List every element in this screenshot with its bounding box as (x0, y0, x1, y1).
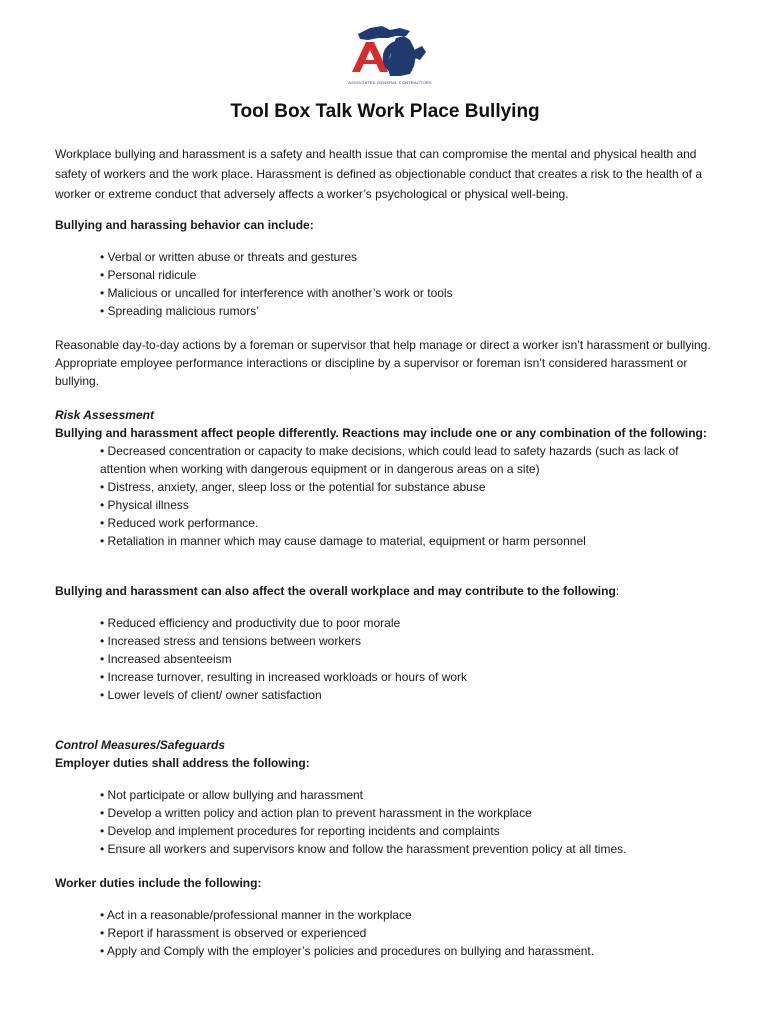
list-item: • Lower levels of client/ owner satisfaction (100, 688, 322, 702)
list-item: • Not participate or allow bullying and harassment (100, 788, 364, 802)
agc-logo (344, 22, 436, 86)
page-title: Tool Box Talk Work Place Bullying (230, 101, 540, 122)
michigan-logo-icon (344, 22, 436, 80)
workplace-list (55, 614, 720, 704)
list-item: • Increased stress and tensions between workers (100, 634, 361, 648)
list-item: • Develop and implement procedures for reporting incidents and complaints (100, 824, 500, 838)
workplace-heading-colon: : (615, 584, 620, 598)
list-item: • Personal ridicule (100, 268, 197, 282)
employer-duties-heading: Employer duties shall address the following: (55, 756, 310, 770)
list-item: • Reduced efficiency and productivity due to poor morale (100, 616, 401, 630)
list-item: • Decreased concentration or capacity to make decisions, which could lead to safety hazards (such as lack of attention when working with dangerous equipment or in dangerous areas on a site) (100, 444, 679, 476)
list-item: • Reduced work performance. (100, 516, 259, 530)
list-item: • Increase turnover, resulting in increased workloads or hours of work (100, 670, 468, 684)
list-item: • Develop a written policy and action plan to prevent harassment in the workplace (100, 806, 532, 820)
worker-duties-list (55, 906, 720, 960)
risk-subheading: Bullying and harassment affect people differently. Reactions may include one or any combination of the following: (55, 426, 707, 440)
list-item: • Distress, anxiety, anger, sleep loss or the potential for substance abuse (100, 480, 486, 494)
behavior-list (55, 248, 720, 320)
logo-caption: ASSOCIATED GENERAL CONTRACTORS (348, 80, 432, 85)
workplace-heading-text: Bullying and harassment can also affect the overall workplace and may contribute to the following (55, 584, 616, 598)
risk-list (55, 442, 720, 550)
list-item: • Physical illness (100, 498, 189, 512)
list-item: • Spreading malicious rumors’ (100, 304, 259, 318)
list-item: • Retaliation in manner which may cause damage to material, equipment or harm personnel (100, 534, 586, 548)
list-item: • Verbal or written abuse or threats and gestures (100, 250, 358, 264)
risk-assessment-heading: Risk Assessment (55, 408, 154, 422)
employer-duties-list (55, 786, 720, 858)
list-item: • Increased absenteeism (100, 652, 232, 666)
list-item: • Malicious or uncalled for interference with another’s work or tools (100, 286, 453, 300)
list-item: • Act in a reasonable/professional manner in the workplace (100, 908, 412, 922)
worker-duties-heading: Worker duties include the following: (55, 876, 262, 890)
workplace-heading (55, 582, 720, 600)
list-item: • Ensure all workers and supervisors know and follow the harassment prevention policy at all times. (100, 842, 627, 856)
document-body (55, 144, 720, 960)
control-measures-heading: Control Measures/Safeguards (55, 738, 226, 752)
list-item: • Report if harassment is observed or experienced (100, 926, 367, 940)
list-item: • Apply and Comply with the employer’s policies and procedures on bullying and harassment. (100, 944, 595, 958)
reasonable-actions-paragraph: Reasonable day-to-day actions by a foreman or supervisor that help manage or direct a worker isn’t harassment or bullying. Appropriate employee performance interactions or discipline by a supervisor or foreman isn’t considered harassment or bullying. (55, 338, 711, 388)
behavior-heading: Bullying and harassing behavior can include: (55, 218, 314, 232)
intro-paragraph: Workplace bullying and harassment is a safety and health issue that can compromise the mental and physical health and safety of workers and the work place. Harassment is defined as objectionable conduct that creates a risk to the health of a worker or extreme conduct that adversely affects a worker’s psychological or physical well-being. (55, 147, 703, 201)
